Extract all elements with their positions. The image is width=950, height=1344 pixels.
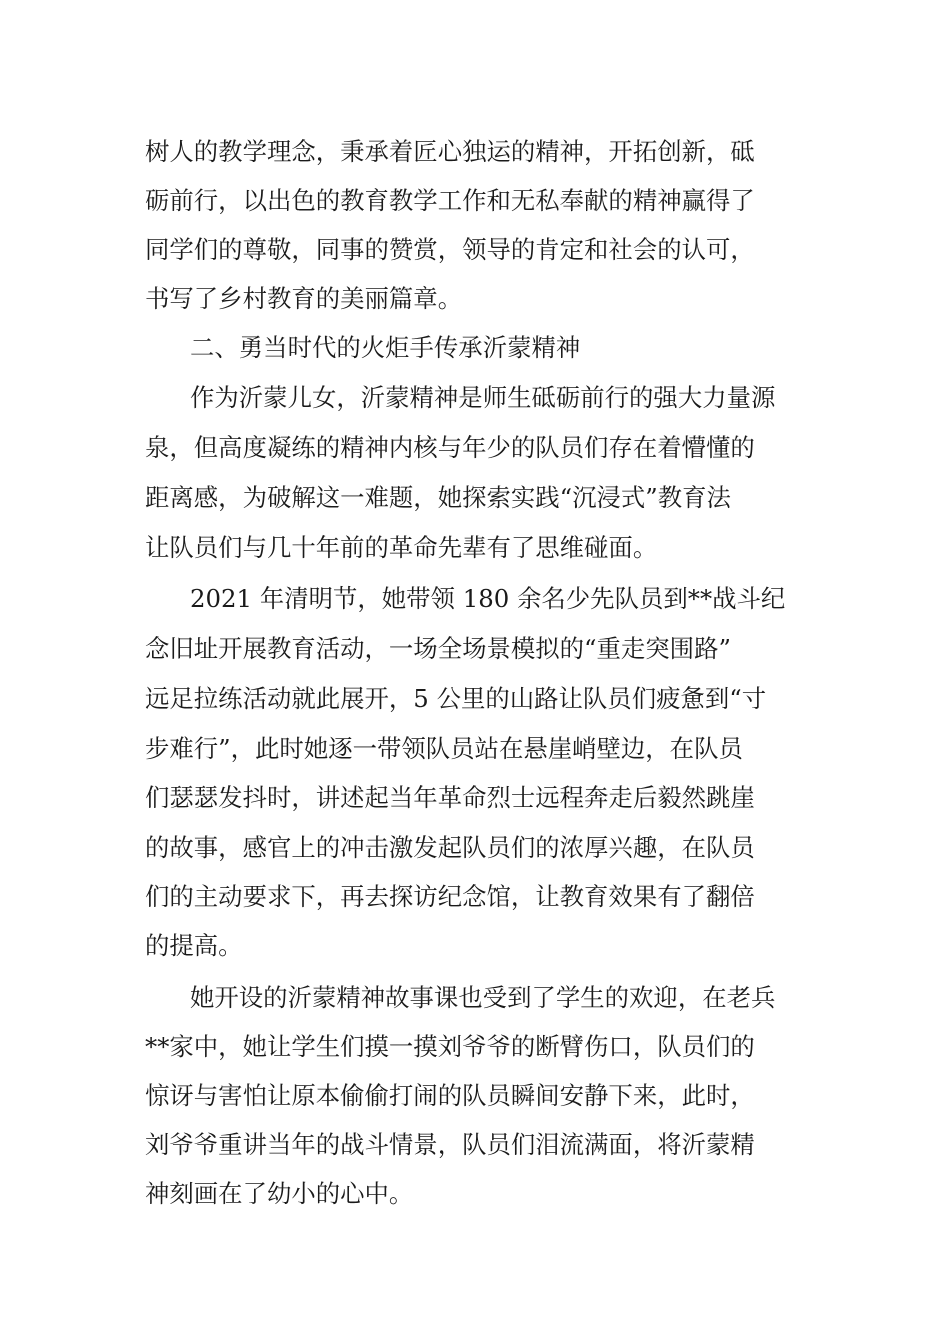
text-line-17: 的提高。 bbox=[145, 931, 243, 960]
text-line-20: 惊讶与害怕让原本偷偷打闹的队员瞬间安静下来，此时， bbox=[145, 1081, 755, 1110]
text-line-2: 砺前行，以出色的教育教学工作和无私奉献的精神赢得了 bbox=[145, 186, 755, 215]
section-heading: 二、勇当时代的火炬手传承沂蒙精神 bbox=[190, 333, 581, 362]
text-line-21: 刘爷爷重讲当年的战斗情景，队员们泪流满面，将沂蒙精 bbox=[145, 1130, 755, 1159]
text-line-8: 距离感，为破解这一难题，她探索实践“沉浸式”教育法 bbox=[145, 483, 731, 512]
text-line-1: 树人的教学理念，秉承着匠心独运的精神，开拓创新，砥 bbox=[145, 137, 755, 166]
text-line-15: 的故事，感官上的冲击激发起队员们的浓厚兴趣，在队员 bbox=[145, 833, 755, 862]
text-line-12: 远足拉练活动就此展开，5 公里的山路让队员们疲惫到“寸 bbox=[145, 684, 767, 713]
text-line-11: 念旧址开展教育活动，一场全场景模拟的“重走突围路” bbox=[145, 634, 731, 663]
text-line-9: 让队员们与几十年前的革命先辈有了思维碰面。 bbox=[145, 533, 658, 562]
text-line-3: 同学们的尊敬，同事的赞赏，领导的肯定和社会的认可， bbox=[145, 235, 755, 264]
text-line-4: 书写了乡村教育的美丽篇章。 bbox=[145, 284, 463, 313]
text-line-10: 2021 年清明节，她带领 180 余名少先队员到**战斗纪 bbox=[190, 584, 786, 613]
text-line-13: 步难行”，此时她逐一带领队员站在悬崖峭壁边，在队员 bbox=[145, 734, 743, 763]
text-line-22: 神刻画在了幼小的心中。 bbox=[145, 1179, 414, 1208]
text-line-18: 她开设的沂蒙精神故事课也受到了学生的欢迎，在老兵 bbox=[190, 983, 776, 1012]
text-line-14: 们瑟瑟发抖时，讲述起当年革命烈士远程奔走后毅然跳崖 bbox=[145, 783, 755, 812]
text-line-6: 作为沂蒙儿女，沂蒙精神是师生砥砺前行的强大力量源 bbox=[190, 383, 776, 412]
text-line-16: 们的主动要求下，再去探访纪念馆，让教育效果有了翻倍 bbox=[145, 882, 755, 911]
text-line-7: 泉，但高度凝练的精神内核与年少的队员们存在着懵懂的 bbox=[145, 433, 755, 462]
text-line-19: **家中，她让学生们摸一摸刘爷爷的断臂伤口，队员们的 bbox=[145, 1032, 755, 1061]
